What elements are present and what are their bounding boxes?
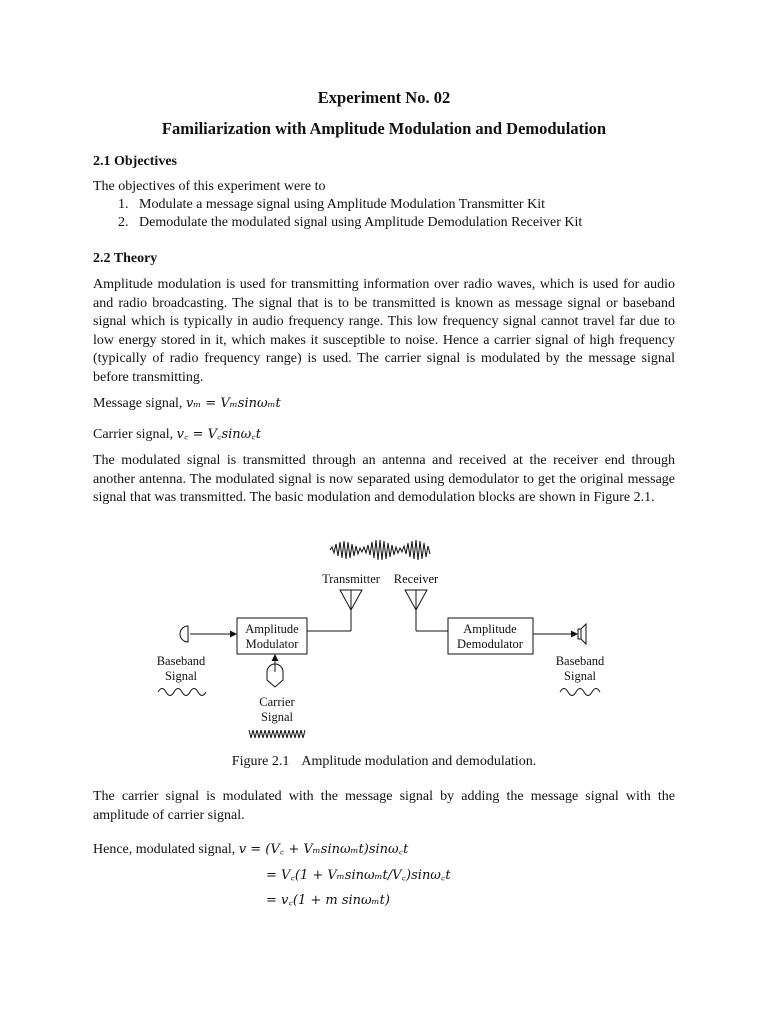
figure-number: Figure 2.1 <box>231 754 290 769</box>
carrier-label-line1: Carrier <box>259 695 295 709</box>
carrier-wave-icon <box>249 730 305 738</box>
baseband-right-label-line1: Baseband <box>555 654 605 668</box>
modulated-equation-1: v = (V꜀ + Vₘsinωₘt)sinω꜀t <box>238 842 409 857</box>
objectives-heading: 2.1 Objectives <box>93 154 177 169</box>
receive-antenna-icon <box>405 590 448 631</box>
speaker-icon <box>533 624 586 644</box>
modulated-equation-2: = V꜀(1 + Vₘsinωₘt/V꜀)sinω꜀t <box>266 868 451 883</box>
theory-paragraph-2: The modulated signal is transmitted through an antenna and received at the receiver end through another antenna. The modulated signal is now separated using demodulator to get the original message signal that was transmitted. The basic modulation and demodulation blocks are shown in Figure 2.1. <box>93 453 675 505</box>
carrier-label-line2: Signal <box>261 710 293 724</box>
microphone-icon <box>180 626 235 642</box>
objective-text-2: Demodulate the modulated signal using Amplitude Demodulation Receiver Kit <box>139 215 583 230</box>
am-block-diagram <box>150 530 620 755</box>
transmitter-label: Transmitter <box>322 572 380 586</box>
figure-caption <box>0 754 768 770</box>
experiment-subtitle: Familiarization with Amplitude Modulation and Demodulation <box>161 119 607 138</box>
theory-paragraph-1: Amplitude modulation is used for transmitting information over radio waves, which is used for audio and radio broadcasting. The signal that is to be transmitted is known as message signal or baseband signal which is typically in audio frequency range. This low frequency signal cannot travel far due to low energy stored in it, which makes it susceptible to noise. Hence a carrier signal of high frequency (typically of radio frequency range) is used. The carrier signal is modulated by the message signal before transmitting. <box>93 277 675 385</box>
receiver-label: Receiver <box>393 572 439 586</box>
baseband-left-label-line1: Baseband <box>156 654 206 668</box>
modulated-signal-line <box>93 839 408 858</box>
modulated-signal-label: Hence, modulated signal, <box>93 842 236 857</box>
experiment-title: Experiment No. 02 <box>317 88 451 107</box>
demodulator-label-line2: Demodulator <box>457 637 523 651</box>
figure-caption-text: Amplitude modulation and demodulation. <box>301 754 537 769</box>
arrow-to-modulator-up-icon <box>272 654 279 661</box>
message-signal-line <box>93 396 281 412</box>
baseband-right-wave-icon <box>560 689 600 696</box>
theory-paragraph-3: The carrier signal is modulated with the message signal by adding the message signal with the amplitude of carrier signal. <box>93 789 675 823</box>
modulated-equation-3: = v꜀(1 + m sinωₘt) <box>266 893 390 908</box>
modulator-label-line1: Amplitude <box>245 622 299 636</box>
baseband-right-label-line2: Signal <box>564 669 596 683</box>
objective-number-2: 2. <box>118 215 129 230</box>
arrow-to-modulator-icon <box>230 631 237 638</box>
carrier-signal-label: Carrier signal, <box>93 427 174 442</box>
message-signal-equation: vₘ = Vₘsinωₘt <box>185 396 281 411</box>
theory-heading: 2.2 Theory <box>93 251 158 266</box>
carrier-signal-equation: v꜀ = V꜀sinω꜀t <box>176 427 262 442</box>
message-signal-label: Message signal, <box>93 396 183 411</box>
demodulator-label-line1: Amplitude <box>463 622 517 636</box>
objectives-intro: The objectives of this experiment were to <box>93 179 326 194</box>
baseband-left-wave-icon <box>158 689 206 696</box>
arrow-to-speaker-icon <box>571 631 578 638</box>
modulated-wave-icon <box>330 540 430 560</box>
carrier-signal-line <box>93 424 261 443</box>
modulator-label-line2: Modulator <box>245 637 299 651</box>
baseband-left-label-line2: Signal <box>165 669 197 683</box>
objective-number-1: 1. <box>118 197 129 212</box>
objective-text-1: Modulate a message signal using Amplitude Modulation Transmitter Kit <box>139 197 545 212</box>
transmit-antenna-icon <box>307 590 362 631</box>
